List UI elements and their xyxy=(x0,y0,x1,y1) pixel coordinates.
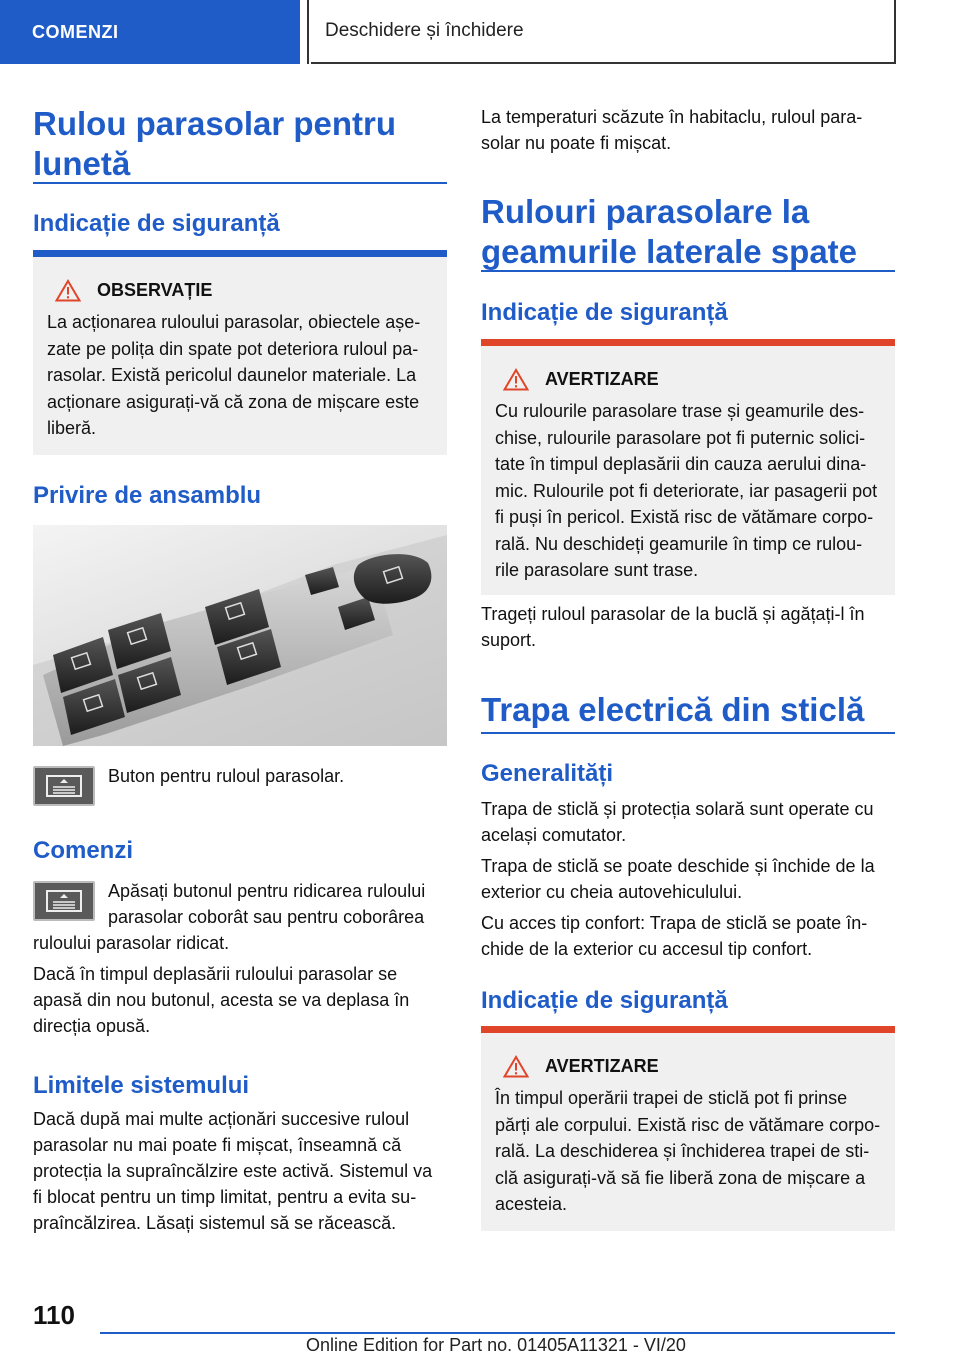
general-paragraph-2 xyxy=(481,853,901,905)
section-title-rear-window-shade xyxy=(33,104,447,184)
text-line: rasolar. Există pericolul daunelor materiale. La xyxy=(47,365,417,385)
page-number: 110 xyxy=(33,1300,75,1330)
text-line: Dacă în timpul deplasării ruloului parasolar se xyxy=(33,964,398,984)
header-divider xyxy=(307,0,309,64)
text-line: direcția opusă. xyxy=(33,1016,151,1036)
safety-heading: Indicație de siguranță xyxy=(33,210,280,237)
text-line: tate în timpul deplasării din cauza aerului dina- xyxy=(495,454,867,474)
text-line: parasolar coborât sau pentru coborârea xyxy=(108,907,425,927)
warning-text xyxy=(495,398,881,584)
text-line: La temperaturi scăzute în habitaclu, ruloul para- xyxy=(481,107,863,127)
limits-paragraph xyxy=(33,1106,453,1236)
title-rule xyxy=(481,732,895,734)
safety-heading: Indicație de siguranță xyxy=(481,299,728,326)
text-line: suport. xyxy=(481,630,537,650)
edition-footer: Online Edition for Part no. 01405A11321 - VI/20 xyxy=(306,1335,686,1355)
text-line: solar nu poate fi mișcat. xyxy=(481,133,672,153)
text-line: parasolar nu mai poate fi mișcat, înseamnă că xyxy=(33,1135,402,1155)
switch-panel-illustration xyxy=(33,525,447,746)
text-line: clă asigurați-vă să fie liberă zona de mișcare a xyxy=(495,1167,866,1188)
text-line: acționare asigurați-vă că zona de mișcare este xyxy=(47,391,420,412)
warning-label: AVERTIZARE xyxy=(545,1055,659,1076)
text-line: La acționarea ruloului parasolar, obiectele așe- xyxy=(47,312,421,332)
warning-box xyxy=(481,1026,895,1231)
section-title-side-shades xyxy=(481,192,895,272)
text-line: părți ale corpului. Există risc de vătămare corpo- xyxy=(495,1114,881,1135)
text-line: apasă din nou butonul, acesta se va deplasa în xyxy=(33,990,410,1010)
sunshade-symbol xyxy=(44,888,84,914)
limits-heading: Limitele sistemului xyxy=(33,1072,250,1099)
text-line: exterior cu cheia autovehiculului. xyxy=(481,882,743,902)
text-line: Dacă după mai multe acționări succesive ruloul xyxy=(33,1109,410,1129)
text-line: rile parasolare sunt trase. xyxy=(495,560,699,580)
text-line: Apăsați butonul pentru ridicarea ruloului xyxy=(108,881,426,901)
title-line: Rulouri parasolare la xyxy=(481,193,810,230)
warning-triangle-icon xyxy=(503,368,529,391)
warning-triangle-icon xyxy=(503,1055,529,1078)
chapter-tab: Deschidere și închidere xyxy=(311,0,896,64)
pull-paragraph xyxy=(481,601,895,653)
text-line: În timpul operării trapei de sticlă pot fi prinse xyxy=(495,1088,848,1108)
general-paragraph-3 xyxy=(481,910,901,962)
notice-text xyxy=(47,309,433,442)
overview-heading: Privire de ansamblu xyxy=(33,482,262,509)
text-line: acesteia. xyxy=(495,1194,568,1214)
text-line: protecția la supraîncălzire este activă. Sistemul va xyxy=(33,1161,433,1181)
text-line: rală. La deschiderea și închiderea trapei de sti- xyxy=(495,1141,870,1161)
section-tab: COMENZI xyxy=(0,0,300,64)
title-line: lunetă xyxy=(33,145,131,182)
notice-label: OBSERVAȚIE xyxy=(97,279,213,300)
text-line: zate pe polița din spate pot deteriora ruloul pa- xyxy=(47,338,419,359)
text-line: mic. Rulourile pot fi deteriorate, iar pasagerii pot xyxy=(495,480,878,501)
low-temp-paragraph xyxy=(481,104,895,156)
text-line: chise, rulourile parasolare pot fi puternic solici- xyxy=(495,427,866,448)
warning-triangle-icon xyxy=(55,279,81,302)
sunshade-symbol xyxy=(44,773,84,799)
text-line: liberă. xyxy=(47,418,97,438)
text-line: praîncălzirea. Lăsați sistemul să se răcească. xyxy=(33,1213,397,1233)
button-caption: Buton pentru ruloul parasolar. xyxy=(108,766,345,786)
general-heading: Generalități xyxy=(481,760,614,787)
controls-text xyxy=(108,878,425,930)
notice-box xyxy=(33,250,447,455)
warning-text xyxy=(495,1085,881,1218)
text-line: fi puși în pericol. Există risc de vătămare corpo- xyxy=(495,507,874,527)
title-line: geamurile laterale spate xyxy=(481,233,858,270)
title-rule xyxy=(481,270,895,272)
text-line: chide de la exterior cu accesul tip confort. xyxy=(481,939,813,959)
sunshade-button-icon xyxy=(33,881,95,921)
controls-paragraph-2 xyxy=(33,961,447,1039)
text-line: Trapa de sticlă se poate deschide și închide de la xyxy=(481,856,875,876)
sunshade-button-icon xyxy=(33,766,95,806)
text-line: Trapa de sticlă și protecția solară sunt operate cu xyxy=(481,799,874,819)
footer-rule xyxy=(100,1332,895,1334)
warning-header xyxy=(503,1051,881,1081)
title-rule xyxy=(33,182,447,184)
text-line: Trageți ruloul parasolar de la buclă și agățați-l în xyxy=(481,604,865,624)
safety-heading: Indicație de siguranță xyxy=(481,987,728,1014)
notice-header xyxy=(55,275,433,305)
text-line: Cu acces tip confort: Trapa de sticlă se poate în- xyxy=(481,913,868,933)
text-line: rală. Nu deschideți geamurile în timp ce rulou- xyxy=(495,533,863,554)
text-line: fi blocat pentru un timp limitat, pentru a evita su- xyxy=(33,1187,417,1207)
warning-box xyxy=(481,339,895,595)
text-line: același comutator. xyxy=(481,825,627,845)
title-line: Rulou parasolar pentru xyxy=(33,105,397,142)
general-paragraph-1 xyxy=(481,796,901,848)
controls-text-cont: ruloului parasolar ridicat. xyxy=(33,933,230,953)
controls-heading: Comenzi xyxy=(33,837,134,864)
section-title-sunroof: Trapa electrică din sticlă xyxy=(481,691,865,728)
text-line: Cu rulourile parasolare trase și geamurile des- xyxy=(495,401,865,421)
door-switch-panel-photo xyxy=(33,525,447,746)
warning-header xyxy=(503,364,881,394)
warning-label: AVERTIZARE xyxy=(545,368,659,389)
